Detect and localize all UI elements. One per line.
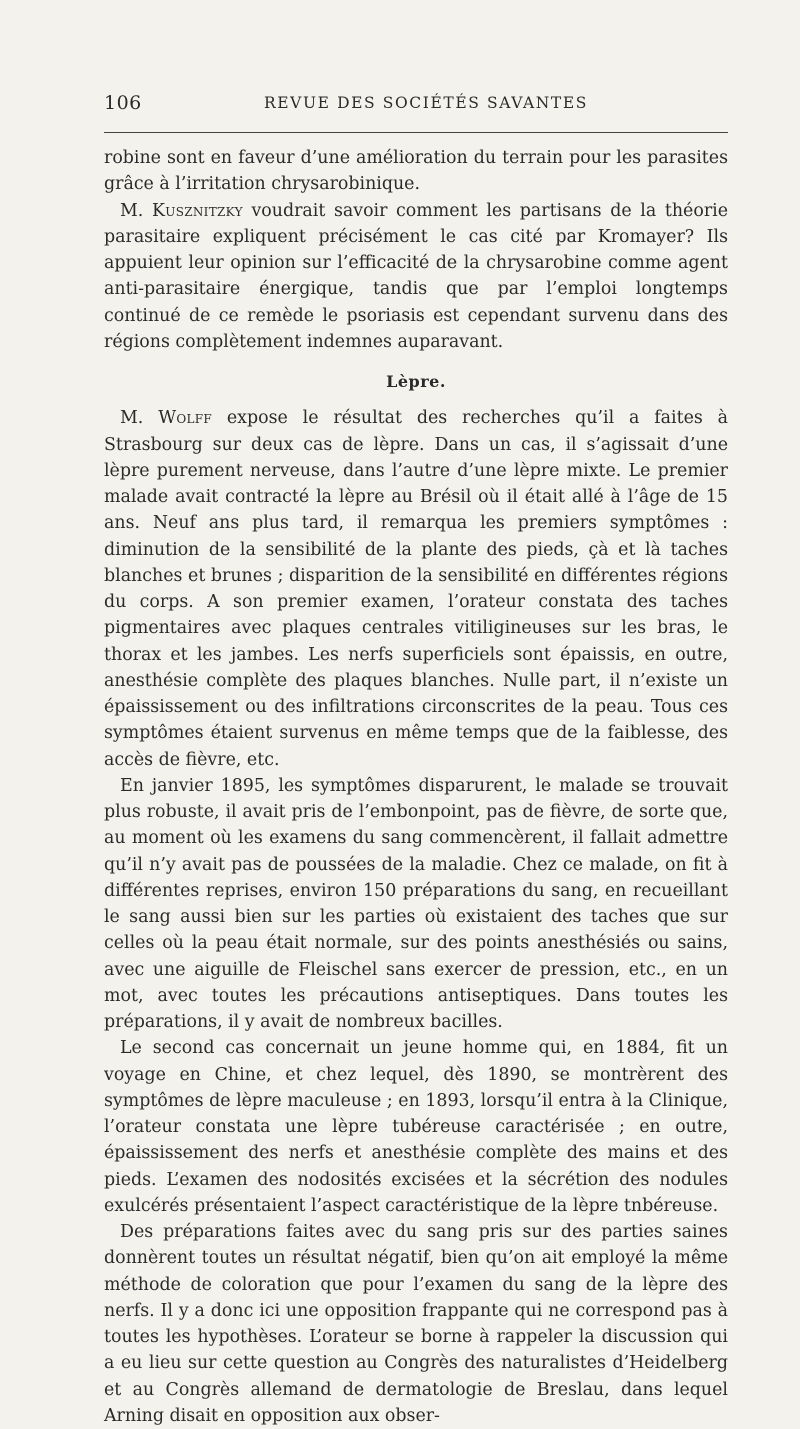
paragraph-continuation: robine sont en faveur d’une amélioration du terrain pour les parasites grâce à l’irritation chrysarobinique. — [104, 148, 728, 195]
paragraph-text: voudrait savoir comment les partisans de la théorie parasitaire expliquent précisément le cas cité par Kromayer? Ils appuient leur opinion sur l’efficacité de la chrysarobine comme agent anti-parasitaire énergique, tandis que par l’emploi longtemps continué de ce remède le psoriasis est cependant survenu dans des régions complètement indemnes auparavant. — [104, 200, 728, 352]
speaker-prefix: M. — [120, 200, 152, 221]
speaker-prefix: M. — [120, 408, 159, 429]
paragraph-janvier: En janvier 1895, les symptômes disparurent, le malade se trouvait plus robuste, il avait pris de l’embonpoint, pas de fièvre, de sorte que, au moment où les examens du sang commencèrent, il fallait admettre qu’il n’y avait pas de poussées de la maladie. Chez ce malade, on fit à différentes reprises, environ 150 préparations du sang, en recueillant le sang aussi bien sur les parties où existaient des taches que sur celles où la peau était normale, sur des points anesthésiés ou sains, avec une aiguille de Fleischel sans exercer de pression, etc., en un mot, avec toutes les précautions antiseptiques. Dans toutes les préparations, il y avait de nombreux bacilles. — [104, 775, 728, 1032]
speaker-name: Kusznitzky — [151, 200, 243, 221]
speaker-name: Wolff — [158, 408, 213, 429]
paragraph-kusznitzky — [104, 198, 728, 356]
running-title: REVUE DES SOCIÉTÉS SAVANTES — [263, 94, 588, 112]
body-text — [104, 145, 728, 1429]
paragraph-text: expose le résultat des recherches qu’il a faites à Strasbourg sur deux cas de lèpre. Dans un cas, il s’agissait d’une lèpre purement nerveuse, dans l’autre d’une lèpre mixte. Le premier malade avait contracté la lèpre au Brésil où il était allé à l’âge de 15 ans. Neuf ans plus tard, il remarqua les premiers symptômes : diminution de la sensibilité de la plante des pieds, çà et là taches blanches et brunes ; disparition de la sensibilité en différentes régions du corps. A son premier examen, l’orateur constata des taches pigmentaires avec plaques centrales vitiligineuses sur les bras, le thorax et les jambes. Les nerfs superficiels sont épaissis, en outre, anesthésie complète des plaques blanches. Nulle part, il n’existe un épaississement ou des infiltrations circonscrites de la peau. Tous ces symptômes étaient survenus en même temps que de la faiblesse, des accès de fièvre, etc. — [104, 408, 728, 770]
paragraph-second-cas: Le second cas concernait un jeune homme qui, en 1884, fit un voyage en Chine, et chez lequel, dès 1890, se montrèrent des symptômes de lèpre maculeuse ; en 1893, lorsqu’il entra à la Clinique, l’orateur constata une lèpre tubéreuse caractérisée ; en outre, épaississement des nerfs et anesthésie complète des mains et des pieds. L’examen des nodosités excisées et la sécrétion des nodules exulcérés présentaient l’aspect caractéristique de la lèpre tnbéreuse. — [104, 1038, 728, 1216]
page-header — [104, 92, 728, 122]
header-rule — [104, 132, 728, 133]
paragraph-wolff — [104, 405, 728, 773]
page-number: 106 — [104, 92, 142, 114]
section-heading: Lèpre. — [386, 372, 446, 391]
paragraph-preparations: Des préparations faites avec du sang pris sur des parties saines donnèrent toutes un résultat négatif, bien qu’on ait employé la même méthode de coloration que pour l’examen du sang de la lèpre des nerfs. Il y a donc ici une opposition frappante qui ne correspond pas à toutes les hypothèses. L’orateur se borne à rappeler la discussion qui a eu lieu sur cette question au Congrès des naturalistes d’Heidelberg et au Congrès allemand de dermatologie de Breslau, dans lequel Arning disait en opposition aux obser- — [104, 1222, 728, 1426]
